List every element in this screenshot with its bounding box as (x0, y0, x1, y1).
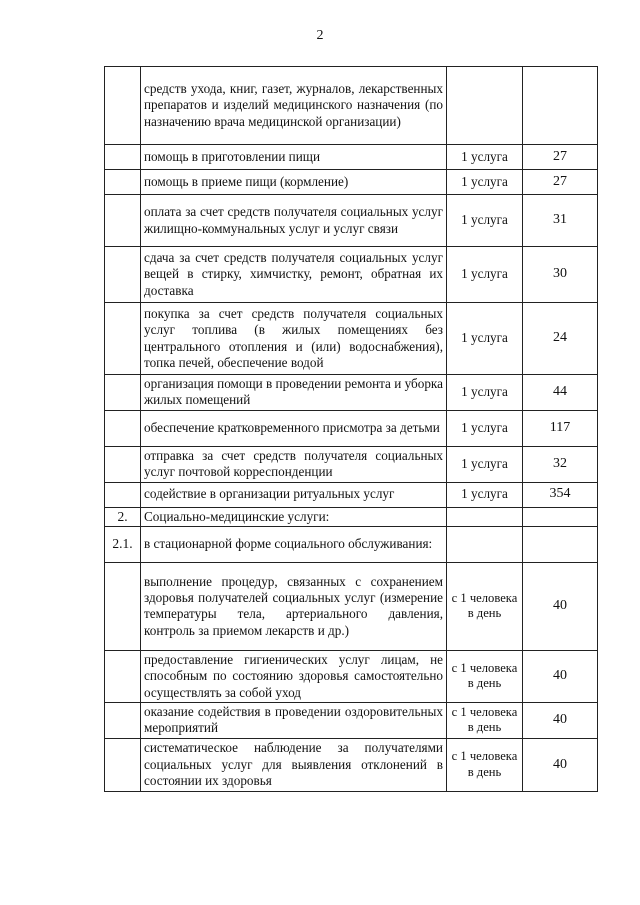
service-price: 117 (523, 410, 598, 446)
table-row (105, 702, 598, 738)
row-number (105, 170, 141, 195)
row-number (105, 303, 141, 375)
service-name: содействие в организации ритуальных услуг (141, 482, 447, 507)
table-row (105, 410, 598, 446)
table-row (105, 650, 598, 702)
service-unit: 1 услуга (447, 482, 523, 507)
table-row (105, 145, 598, 170)
table-row (105, 507, 598, 526)
row-number (105, 195, 141, 247)
row-number (105, 702, 141, 738)
table-row (105, 375, 598, 411)
table-row (105, 67, 598, 145)
services-tariff-table (104, 66, 598, 792)
service-price (523, 526, 598, 562)
service-price: 27 (523, 170, 598, 195)
service-price: 32 (523, 446, 598, 482)
service-price: 354 (523, 482, 598, 507)
service-name: организация помощи в проведении ремонта и уборка жилых помещений (141, 375, 447, 411)
service-price: 24 (523, 303, 598, 375)
row-number (105, 247, 141, 303)
page-number: 2 (316, 28, 324, 43)
service-unit: 1 услуга (447, 145, 523, 170)
service-price (523, 67, 598, 145)
row-number (105, 482, 141, 507)
table-row (105, 482, 598, 507)
service-unit: 1 услуга (447, 410, 523, 446)
service-price: 40 (523, 702, 598, 738)
table-row (105, 738, 598, 791)
service-name: систематическое наблюдение за получателями социальных услуг для выявления отклонений в состоянии их здоровья (141, 738, 447, 791)
service-price: 40 (523, 650, 598, 702)
service-name: выполнение процедур, связанных с сохранением здоровья получателей социальных услуг (измерение температуры тела, артериального давления, контроль за приемом лекарств и др.) (141, 562, 447, 650)
service-price: 44 (523, 375, 598, 411)
service-unit (447, 526, 523, 562)
row-number: 2. (105, 507, 141, 526)
service-price: 40 (523, 738, 598, 791)
table-row (105, 247, 598, 303)
service-unit: 1 услуга (447, 247, 523, 303)
service-name: оплата за счет средств получателя социальных услуг жилищно-коммунальных услуг и услуг связи (141, 195, 447, 247)
row-number (105, 375, 141, 411)
service-name: покупка за счет средств получателя социальных услуг топлива (в жилых помещениях без центрального отопления и (или) водоснабжения), топка печей, обеспечение водой (141, 303, 447, 375)
service-name: обеспечение кратковременного присмотра за детьми (141, 410, 447, 446)
row-number (105, 446, 141, 482)
service-name: оказание содействия в проведении оздоровительных мероприятий (141, 702, 447, 738)
service-name: отправка за счет средств получателя социальных услуг почтовой корреспонденции (141, 446, 447, 482)
row-number (105, 562, 141, 650)
service-name: сдача за счет средств получателя социальных услуг вещей в стирку, химчистку, ремонт, обратная их доставка (141, 247, 447, 303)
service-unit: 1 услуга (447, 170, 523, 195)
row-number (105, 410, 141, 446)
service-name: предоставление гигиенических услуг лицам, не способным по состоянию здоровья самостоятельно осуществлять за собой уход (141, 650, 447, 702)
row-number (105, 145, 141, 170)
service-name: средств ухода, книг, газет, журналов, лекарственных препаратов и изделий медицинского назначения (по назначению врача медицинской организации) (141, 67, 447, 145)
table-row (105, 446, 598, 482)
service-unit: 1 услуга (447, 303, 523, 375)
table-row (105, 170, 598, 195)
service-name: помощь в приеме пищи (кормление) (141, 170, 447, 195)
service-unit: с 1 человека в день (447, 702, 523, 738)
row-number: 2.1. (105, 526, 141, 562)
row-number (105, 738, 141, 791)
table-row (105, 195, 598, 247)
service-name: помощь в приготовлении пищи (141, 145, 447, 170)
service-unit (447, 507, 523, 526)
service-unit: 1 услуга (447, 446, 523, 482)
service-unit: с 1 человека в день (447, 738, 523, 791)
service-unit: 1 услуга (447, 375, 523, 411)
table-row (105, 562, 598, 650)
service-unit: с 1 человека в день (447, 562, 523, 650)
row-number (105, 650, 141, 702)
section-title: Социально-медицинские услуги: (141, 507, 447, 526)
service-price: 40 (523, 562, 598, 650)
service-unit: 1 услуга (447, 195, 523, 247)
service-unit (447, 67, 523, 145)
subsection-title: в стационарной форме социального обслуживания: (141, 526, 447, 562)
service-price (523, 507, 598, 526)
service-unit: с 1 человека в день (447, 650, 523, 702)
table-row (105, 526, 598, 562)
service-price: 30 (523, 247, 598, 303)
service-price: 31 (523, 195, 598, 247)
service-price: 27 (523, 145, 598, 170)
row-number (105, 67, 141, 145)
table-row (105, 303, 598, 375)
